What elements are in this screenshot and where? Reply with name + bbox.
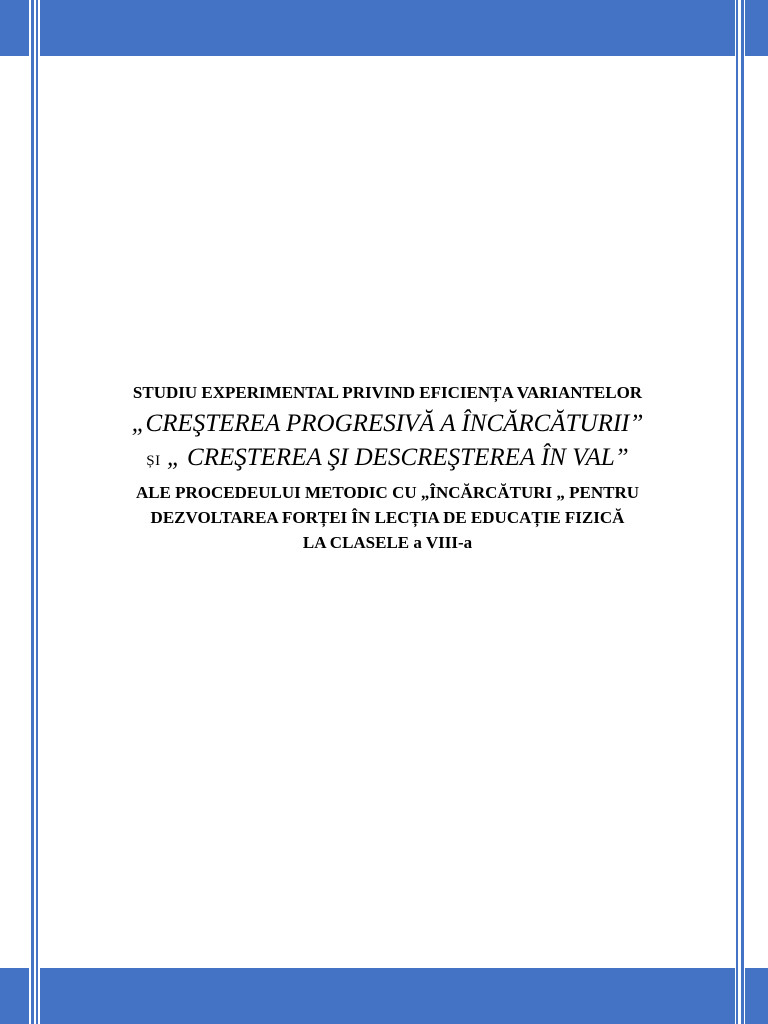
title-line-1: STUDIU EXPERIMENTAL PRIVIND EFICIENȚA VARIANTELOR	[132, 383, 643, 402]
frame-bottom-left	[0, 968, 29, 1024]
title-line-4: ALE PROCEDEULUI METODIC CU „ÎNCĂRCĂTURI „ PENTRU	[135, 483, 640, 502]
frame-bottom-right	[745, 968, 768, 1024]
frame-top-band	[40, 0, 735, 56]
frame-bottom-band	[40, 968, 735, 1024]
document-title-block	[40, 380, 735, 555]
frame-top-left	[0, 0, 29, 56]
title-line-3-main: „ CREŞTEREA ŞI DESCREŞTEREA ÎN VAL”	[160, 444, 629, 471]
title-line-2: „CREŞTEREA PROGRESIVĂ A ÎNCĂRCĂTURII”	[131, 410, 644, 437]
frame-left-line-inner	[36, 0, 38, 1024]
frame-right-line-inner	[736, 0, 738, 1024]
title-line-5: DEZVOLTAREA FORȚEI ÎN LECȚIA DE EDUCAȚIE FIZICĂ	[150, 508, 625, 527]
frame-left-line-outer	[31, 0, 34, 1024]
frame-right-line-outer	[741, 0, 744, 1024]
title-line-3	[40, 441, 735, 478]
frame-top-right	[745, 0, 768, 56]
title-line-3-prefix: ȘI	[146, 453, 161, 469]
title-line-6: LA CLASELE a VIII-a	[302, 533, 473, 552]
